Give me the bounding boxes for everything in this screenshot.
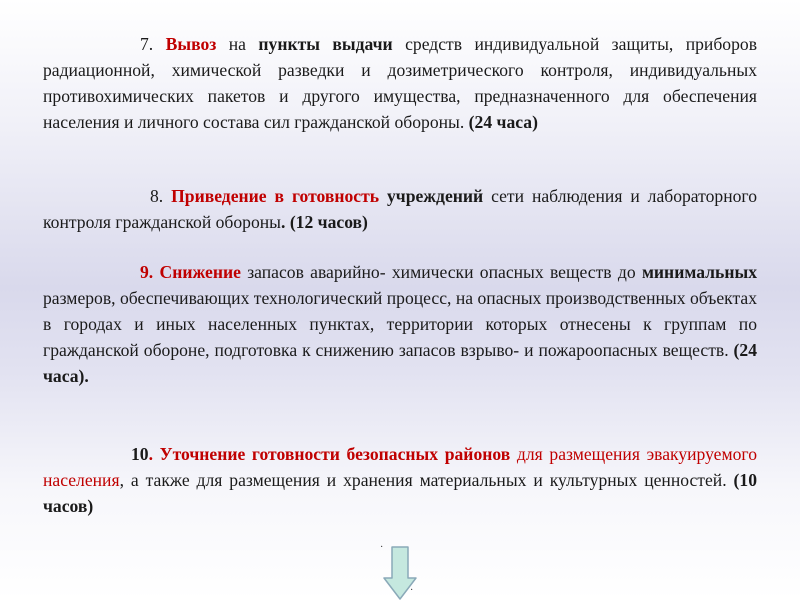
p10-keyword: Уточнение готовности безопасных районов [159,444,511,464]
p10-text-2: , а также для размещения и хранения материальных и культурных ценностей. [119,470,734,490]
p8-text-1 [379,186,387,206]
p7-text-2: средств индивидуальной защиты, приборов радиационной, химической разведки и дозиметрического контроля, индивидуальных противохимических пакетов и другого имущества, предназначенного для обеспечения населения и личного состава сил гражданской обороны. [43,34,757,132]
paragraph-item-8 [43,183,757,235]
p9-number: 9. [140,262,160,282]
p9-bold-1: минимальных [641,262,757,282]
paragraph-item-7 [43,31,757,135]
p7-bold-1: пункты выдачи [258,34,393,54]
p7-number: 7. [140,34,166,54]
p9-text-1: запасов аварийно- химически опасных веществ до [240,262,642,282]
p10-number: 10 [131,444,149,464]
p10-time: (10 часов) [43,470,757,516]
p8-bold-1: учреждений [386,186,484,206]
p10-first-line-indent [43,444,131,464]
p8-keyword: Приведение в готовность [171,186,380,206]
p7-time: (24 часа) [468,112,538,132]
p10-text-1: для размещения эвакуируемого населения [43,444,757,490]
arrow-down-icon [383,546,417,600]
p10-number-dot: . [148,444,160,464]
p8-text-2: сети наблюдения и лабораторного контроля гражданской обороны [43,186,757,232]
p8-time: . (12 часов) [281,212,368,232]
p8-number: 8. [150,186,172,206]
p9-time: (24 часа). [43,340,757,386]
p9-text-2: размеров, обеспечивающих технологический процесс, на опасных производственных объектах в городах и иных населенных пунктах, территории которых отнесены к группам по гражданской обороне, подготовка к снижению запасов взрыво- и пожароопасных веществ. [43,288,757,360]
p7-text-1: на [216,34,259,54]
paragraph-item-10 [43,441,757,519]
arrow-down-shape [384,547,416,599]
p8-first-line-indent [43,186,150,206]
p9-first-line-indent [43,262,140,282]
decorative-dot: · [380,542,384,553]
decorative-dot: · [410,585,414,596]
p7-keyword: Вывоз [165,34,217,54]
paragraph-item-9 [43,259,757,389]
p9-keyword: Снижение [159,262,241,282]
p7-first-line-indent [43,34,140,54]
